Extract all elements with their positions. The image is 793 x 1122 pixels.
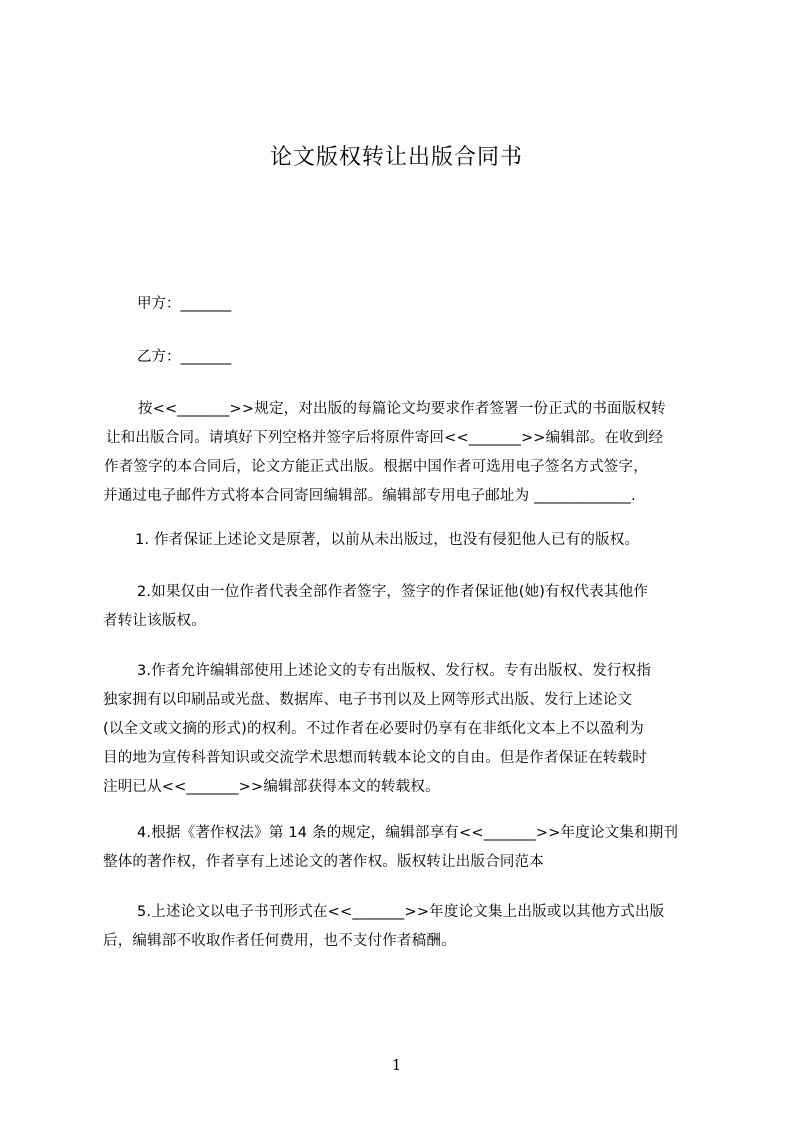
paragraph-line: 2.如果仅由一位作者代表全部作者签字，签字的作者保证他(她)有权代表其他作 xyxy=(137,584,649,600)
paragraph-line: 后，编辑部不收取作者任何费用，也不支付作者稿酬。 xyxy=(103,933,456,949)
clause-1 xyxy=(103,526,703,555)
party-b-line: 乙方：_______ xyxy=(137,349,232,365)
clause-3 xyxy=(103,657,703,802)
paragraph-line: (以全文或文摘的形式)的权利。不过作者在必要时仍享有在非纸化文本上不以盈利为 xyxy=(103,721,644,737)
clause-5 xyxy=(103,898,703,956)
paragraph-line: 作者签字的本合同后，论文方能正式出版。根据中国作者可选用电子签名方式签字， xyxy=(104,459,648,475)
clause-2 xyxy=(103,578,703,636)
party-a-line: 甲方：_______ xyxy=(137,296,232,312)
paragraph-line: 5.上述论文以电子书刊形式在<<_______>>年度论文集上出版或以其他方式出版 xyxy=(137,904,665,920)
paragraph-line: 1. 作者保证上述论文是原著，以前从未出版过，也没有侵犯他人已有的版权。 xyxy=(135,532,640,548)
document-title: 论文版权转让出版合同书 xyxy=(269,145,523,170)
paragraph-line: 目的地为宣传科普知识或交流学术思想而转载本论文的自由。但是作者保证在转载时 xyxy=(103,750,647,766)
paragraph-line: 注明已从<<_______>>编辑部获得本文的转载权。 xyxy=(103,779,440,795)
paragraph-line: 让和出版合同。请填好下列空格并签字后将原件寄回<<_______>>编辑部。在收到经 xyxy=(106,430,664,446)
paragraph-line: 按<<_______>>规定，对出版的每篇论文均要求作者签署一份正式的书面版权转 xyxy=(138,401,666,417)
paragraph-line: 独家拥有以印刷品或光盘、数据库、电子书刊以及上网等形式出版、发行上述论文 xyxy=(103,692,633,708)
intro-paragraph xyxy=(103,395,703,511)
paragraph-line: 者转让该版权。 xyxy=(103,613,206,629)
page-number: 1 xyxy=(391,1056,402,1074)
paragraph-line: 3.作者允许编辑部使用上述论文的专有出版权、发行权。专有出版权、发行权指 xyxy=(137,663,652,679)
clause-4 xyxy=(103,819,703,877)
paragraph-line: 并通过电子邮件方式将本合同寄回编辑部。编辑部专用电子邮址为 _____________. xyxy=(103,488,636,504)
paragraph-line: 4.根据《著作权法》第 14 条的规定，编辑部享有<<_______>>年度论文集和期刊 xyxy=(137,825,679,841)
paragraph-line: 整体的著作权，作者享有上述论文的著作权。版权转让出版合同范本 xyxy=(103,854,544,870)
